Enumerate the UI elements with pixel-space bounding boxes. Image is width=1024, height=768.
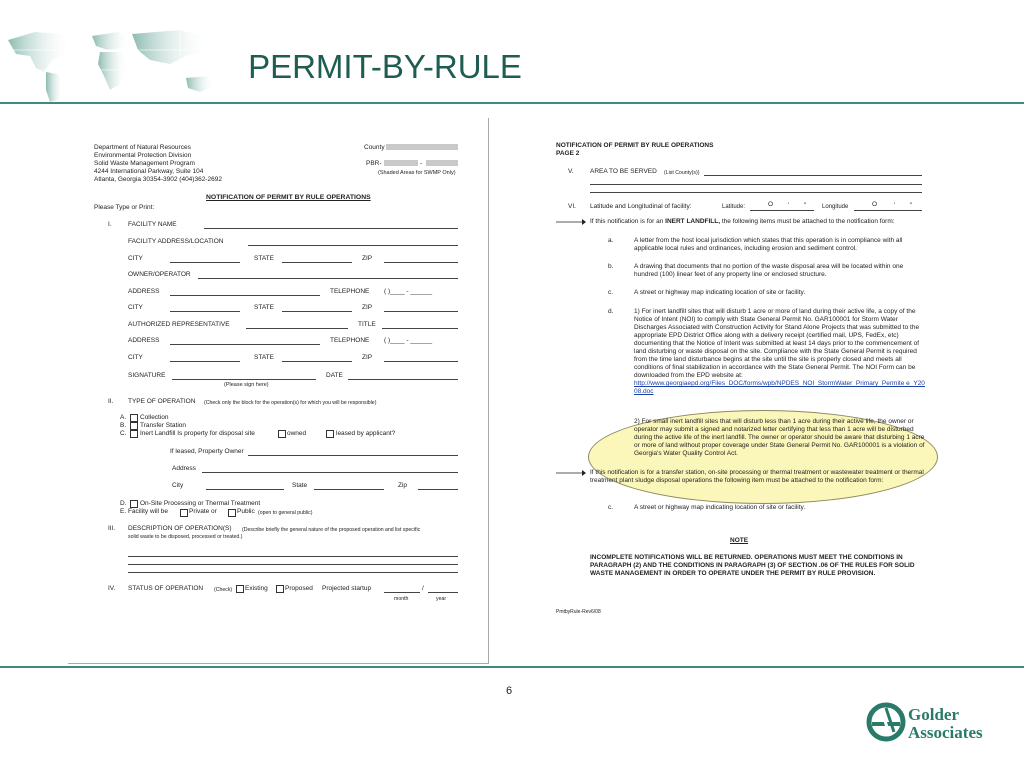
telephone-blank-2: ( )____ - ______ [384, 337, 433, 344]
city-label-1: CITY [128, 255, 143, 262]
auth-rep-line [246, 328, 348, 329]
leased-city-line [206, 489, 284, 490]
if-leased-label: If leased, Property Owner [170, 448, 244, 455]
page-number: 6 [506, 685, 513, 697]
collection-checkbox[interactable] [130, 414, 138, 422]
logo-line-2: Associates [908, 723, 983, 742]
option-e-label: E. Facility will be [120, 508, 169, 515]
address-label-2: ADDRESS [128, 337, 160, 344]
bottom-divider [0, 666, 1024, 668]
leased-label: leased by applicant? [336, 430, 396, 437]
leased-address-label: Address [172, 465, 196, 472]
agency-line-5: Atlanta, Georgia 30354-3902 (404)362-2692 [94, 176, 222, 183]
option-a-letter: A. [120, 414, 127, 421]
address-line-2 [170, 344, 320, 345]
section-2-num: II. [108, 398, 114, 405]
permit-form-page-2 [528, 118, 950, 643]
zip-label-3: ZIP [362, 354, 373, 361]
city-line-2 [170, 311, 240, 312]
section-4-num: IV. [108, 585, 116, 592]
description-line-2 [128, 564, 458, 565]
owned-label: owned [287, 430, 307, 437]
owner-operator-line [198, 278, 458, 279]
please-sign-note: (Please sign here) [224, 382, 269, 388]
item-c-text: A street or highway map indicating location of site or facility. [634, 289, 806, 296]
pbr-dash: - [420, 160, 423, 167]
county-field [386, 144, 458, 150]
section-5-num: V. [568, 168, 574, 175]
latitude-minute: ' [788, 202, 790, 209]
golder-logo [866, 698, 1006, 750]
startup-year-line [428, 592, 458, 593]
projected-startup-label: Projected startup [322, 585, 372, 592]
title-label: TITLE [358, 321, 376, 328]
inert-landfill-label: Inert Landfill Is property for disposal site [140, 430, 255, 437]
state-line-3 [282, 361, 352, 362]
private-checkbox[interactable] [180, 509, 188, 517]
agency-line-2: Environmental Protection Division [94, 152, 192, 159]
longitude-minute: ' [894, 202, 896, 209]
latitude-label: Latitude: [722, 204, 746, 210]
longitude-degree: O [872, 201, 878, 208]
section-1-num: I. [108, 221, 112, 228]
item-a-letter: a. [608, 237, 614, 244]
option-c-letter: C. [120, 430, 127, 437]
facility-name-label: FACILITY NAME [128, 221, 177, 228]
item-a-text: A letter from the host local jurisdiction which states that this operation is in compliance with all applicable local rules and ordinances, including erosion and sediment control. [634, 237, 903, 252]
pbr-field-1 [384, 160, 418, 166]
public-note: (open to general public) [258, 510, 313, 516]
latitude-second: " [804, 202, 807, 209]
onsite-processing-label: On-Site Processing or Thermal Treatment [140, 500, 261, 507]
logo-line-1: Golder [908, 705, 959, 724]
note-text: INCOMPLETE NOTIFICATIONS WILL BE RETURNED. OPERATIONS MUST MEET THE CONDITIONS IN PARAGRAPH (2) AND THE CONDITIONS IN PARAGRAPH (3) OF SECTION .06 OF THE RULES FOR SOLID WASTE MANAGEMENT IN ORDER TO OPERATE UNDER THE PERMIT BY RULE PROVISION. [590, 554, 915, 577]
existing-checkbox[interactable] [236, 585, 244, 593]
zip-line-2 [384, 311, 458, 312]
city-line-1 [170, 262, 240, 263]
page2-heading-2: PAGE 2 [556, 150, 580, 157]
agency-line-4: 4244 International Parkway, Suite 104 [94, 168, 204, 175]
leased-checkbox[interactable] [326, 430, 334, 438]
top-divider [0, 102, 1024, 104]
arrow-right-icon-2 [556, 470, 586, 476]
state-label-3: STATE [254, 354, 274, 361]
inert-landfill-checkbox[interactable] [130, 430, 138, 438]
state-line-2 [282, 311, 352, 312]
golder-logo-text [908, 706, 983, 742]
area-served-line-1 [704, 175, 922, 176]
auth-rep-label: AUTHORIZED REPRESENTATIVE [128, 321, 230, 328]
telephone-label-1: TELEPHONE [330, 288, 370, 295]
agency-line-1: Department of Natural Resources [94, 144, 191, 151]
permit-form-page-1 [68, 118, 489, 664]
note-title: NOTE [730, 537, 749, 544]
check-note: (Check) [214, 587, 233, 593]
public-checkbox[interactable] [228, 509, 236, 517]
leased-zip-line [418, 489, 458, 490]
description-note-2: solid waste to be disposed, processed or treated.) [128, 534, 243, 540]
onsite-processing-checkbox[interactable] [130, 500, 138, 508]
agency-line-3: Solid Waste Management Program [94, 160, 195, 167]
type-of-operation-note: (Check only the block for the operation(s) for which you will be responsible) [204, 400, 377, 406]
year-label: year [436, 596, 447, 602]
pbr-field-2 [426, 160, 458, 166]
area-served-label: AREA TO BE SERVED [590, 168, 657, 175]
inert-landfill-intro: If this notification is for an INERT LANDFILL, the following items must be attached to the notification form: [590, 218, 895, 225]
date-line [348, 379, 458, 380]
lat-long-label: Latitude and Longitudinal of facility: [590, 203, 692, 210]
latitude-degree: O [768, 201, 774, 208]
type-of-operation-label: TYPE OF OPERATION [128, 398, 196, 405]
option-d-letter: D. [120, 500, 127, 507]
area-served-line-2 [590, 184, 922, 185]
owner-operator-label: OWNER/OPERATOR [128, 271, 191, 278]
longitude-second: " [910, 202, 913, 209]
item-b-letter: b. [608, 263, 614, 270]
facility-address-label: FACILITY ADDRESS/LOCATION [128, 238, 224, 245]
zip-line-3 [384, 361, 458, 362]
zip-line-1 [384, 262, 458, 263]
option-b-letter: B. [120, 422, 127, 429]
city-label-2: CITY [128, 304, 143, 311]
noi-form-link[interactable]: http://www.georgiaepd.org/Files_DOC/forms/wpb/NPDES_NOI_StormWater_Primary_Permite e_Y2008.doc [634, 380, 925, 395]
address-label-1: ADDRESS [128, 288, 160, 295]
transfer-station-intro: If this notification is for a transfer station, on-site processing or thermal treatment or wastewater treatment or thermal treatment plant sludge disposal operations the following item must be attached to the notification form: [590, 469, 924, 484]
startup-slash: / [422, 585, 424, 592]
owned-checkbox[interactable] [278, 430, 286, 438]
state-label-1: STATE [254, 255, 274, 262]
city-line-3 [170, 361, 240, 362]
leased-state-label: State [292, 482, 308, 489]
facility-address-line [248, 245, 458, 246]
startup-month-line [384, 592, 420, 593]
arrow-right-icon [556, 219, 586, 225]
please-type: Please Type or Print: [94, 204, 155, 211]
longitude-line [854, 210, 922, 211]
item-c-letter: c. [608, 289, 614, 296]
state-line-1 [282, 262, 352, 263]
public-label: Public [237, 508, 255, 515]
title-line [382, 328, 458, 329]
latitude-line [750, 210, 814, 211]
golder-logo-mark-icon [866, 702, 906, 742]
slide-title: PERMIT-BY-RULE [248, 48, 522, 85]
leased-city-label: City [172, 482, 184, 489]
section-3-num: III. [108, 525, 116, 532]
leased-state-line [314, 489, 384, 490]
section-6-num: VI. [568, 203, 576, 210]
address-line-1 [170, 295, 320, 296]
area-served-note: (List County(s)) [664, 170, 700, 176]
description-note-1: (Describe briefly the general nature of the proposed operation and list specific [242, 527, 421, 533]
leased-zip-label: Zip [398, 482, 408, 489]
page2-heading-1: NOTIFICATION OF PERMIT BY RULE OPERATIONS [556, 142, 714, 149]
transfer-station-label: Transfer Station [140, 422, 187, 429]
zip-label-2: ZIP [362, 304, 373, 311]
date-label: DATE [326, 372, 343, 379]
facility-name-line [204, 228, 458, 229]
item-c2-letter: c. [608, 504, 614, 511]
private-label: Private or [189, 508, 217, 515]
signature-line [172, 379, 316, 380]
area-served-line-3 [590, 192, 922, 193]
telephone-blank-1: ( )____ - ______ [384, 288, 433, 295]
property-owner-line [248, 455, 458, 456]
description-label: DESCRIPTION OF OPERATION(S) [128, 525, 232, 532]
form-title: NOTIFICATION OF PERMIT BY RULE OPERATIONS [206, 194, 371, 201]
description-line-3 [128, 572, 458, 573]
proposed-label: Proposed [285, 585, 313, 592]
signature-label: SIGNATURE [128, 372, 166, 379]
leased-address-line [202, 472, 458, 473]
pbr-label: PBR- [366, 160, 382, 167]
item-d-letter: d. [608, 308, 614, 315]
state-label-2: STATE [254, 304, 274, 311]
item-d-text: 1) For inert landfill sites that will disturb 1 acre or more of land during their active life, a copy of the Notice of Intent (NOI) to comply with State General Permit No. GAR100001 for Storm Water Discharges Associated with Construction Activity for Stand Alone Projects that was submitted to the appropriate EPD District Office along with a delivery receipt (certified mail, UPS, FedEx, etc) documenting that the Notice of Intent was submitted at least 14 days prior to the commencement of land disturbing or waste disposal on the site. Compliance with the State General Permit is required from the time land disturbance begins at the site until the site is properly closed and meets all conditions of final stabilization in accordance with the State General Permit. The NOI Form can be downloaded from the EPD website at: [634, 308, 920, 379]
longitude-label: Longitude [822, 204, 849, 210]
month-label: month [394, 596, 409, 602]
existing-label: Existing [245, 585, 268, 592]
shaded-note: (Shaded Areas for SWMP Only) [378, 170, 456, 176]
telephone-label-2: TELEPHONE [330, 337, 370, 344]
item-c2-text: A street or highway map indicating location of site or facility. [634, 504, 806, 511]
proposed-checkbox[interactable] [276, 585, 284, 593]
zip-label-1: ZIP [362, 255, 373, 262]
county-label: County [364, 144, 385, 151]
form-footer: PmtbyRule-Rev6/08 [556, 609, 601, 615]
city-label-3: CITY [128, 354, 143, 361]
item-d2-text: 2) For small inert landfill sites that will disturb less than 1 acre during their active life, the owner or operator may submit a signed and notarized letter certifying that less than 1 acre will be disturbed during the active life of the inert landfill. The owner or operator should be aware that disturbing 1 acre or more of land without proper coverage under State General Permit No. GAR100001 is a violation of Georgia's Water Quality Control Act. [634, 418, 925, 457]
description-line-1 [128, 556, 458, 557]
transfer-station-checkbox[interactable] [130, 422, 138, 430]
status-label: STATUS OF OPERATION [128, 585, 204, 592]
collection-label: Collection [140, 414, 169, 421]
item-b-text: A drawing that documents that no portion of the waste disposal area will be located within one hundred (100) linear feet of any property line or enclosed structure. [634, 263, 904, 278]
